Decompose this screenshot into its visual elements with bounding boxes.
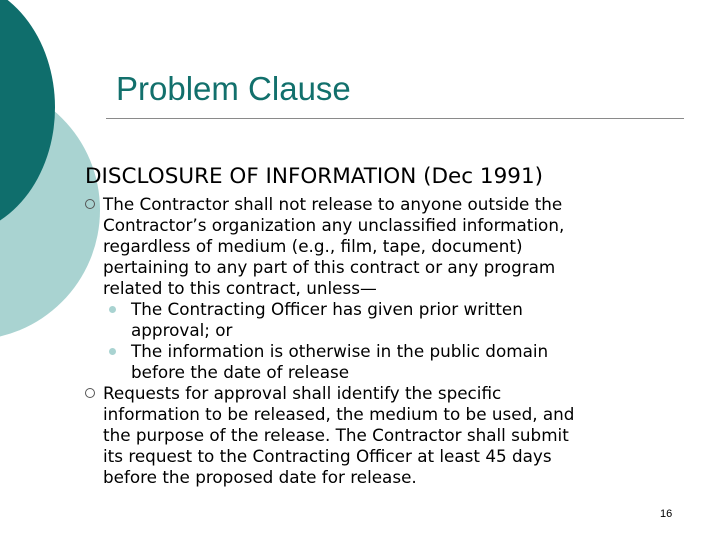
page-number: 16 [660, 508, 673, 520]
filled-dot-bullet-icon [109, 306, 116, 313]
bullet-text: the purpose of the release. The Contractor shall submit [103, 425, 569, 445]
bullet-line [85, 278, 685, 299]
sub-bullet-text: before the date of release [131, 362, 350, 382]
sub-bullet-text: approval; or [131, 320, 233, 340]
sub-bullet-text: The Contracting Officer has given prior written [131, 299, 523, 319]
bullet-line [85, 446, 685, 467]
bullet-text: its request to the Contracting Officer at least 45 days [103, 446, 552, 466]
bullet-text: Requests for approval shall identify the specific [103, 383, 502, 403]
clause-heading: DISCLOSURE OF INFORMATION (Dec 1991) [85, 164, 544, 189]
bullet-text: information to be released, the medium to be used, and [103, 404, 575, 424]
clause-body [85, 194, 685, 488]
bullet-text: The Contractor shall not release to anyone outside the [103, 194, 563, 214]
title-divider [106, 118, 684, 119]
bullet-line [85, 467, 685, 488]
bullet-line [85, 215, 685, 236]
hollow-circle-bullet-icon [85, 388, 95, 398]
sub-bullet-line [85, 362, 685, 383]
bullet-text: related to this contract, unless— [103, 278, 377, 298]
sub-bullet-text: The information is otherwise in the public domain [131, 341, 549, 361]
bullet-text: regardless of medium (e.g., film, tape, document) [103, 236, 523, 256]
bullet-line [85, 425, 685, 446]
sub-bullet-line [85, 341, 685, 362]
sub-bullet-line [85, 320, 685, 341]
hollow-circle-bullet-icon [85, 199, 95, 209]
sub-bullet-line [85, 299, 685, 320]
bullet-line [85, 383, 685, 404]
slide-title: Problem Clause [116, 70, 351, 107]
bullet-line [85, 257, 685, 278]
bullet-line [85, 194, 685, 215]
bullet-line [85, 404, 685, 425]
bullet-line [85, 236, 685, 257]
bullet-text: Contractor’s organization any unclassified information, [103, 215, 565, 235]
filled-dot-bullet-icon [109, 348, 116, 355]
bullet-text: before the proposed date for release. [103, 467, 417, 487]
bullet-text: pertaining to any part of this contract or any program [103, 257, 556, 277]
